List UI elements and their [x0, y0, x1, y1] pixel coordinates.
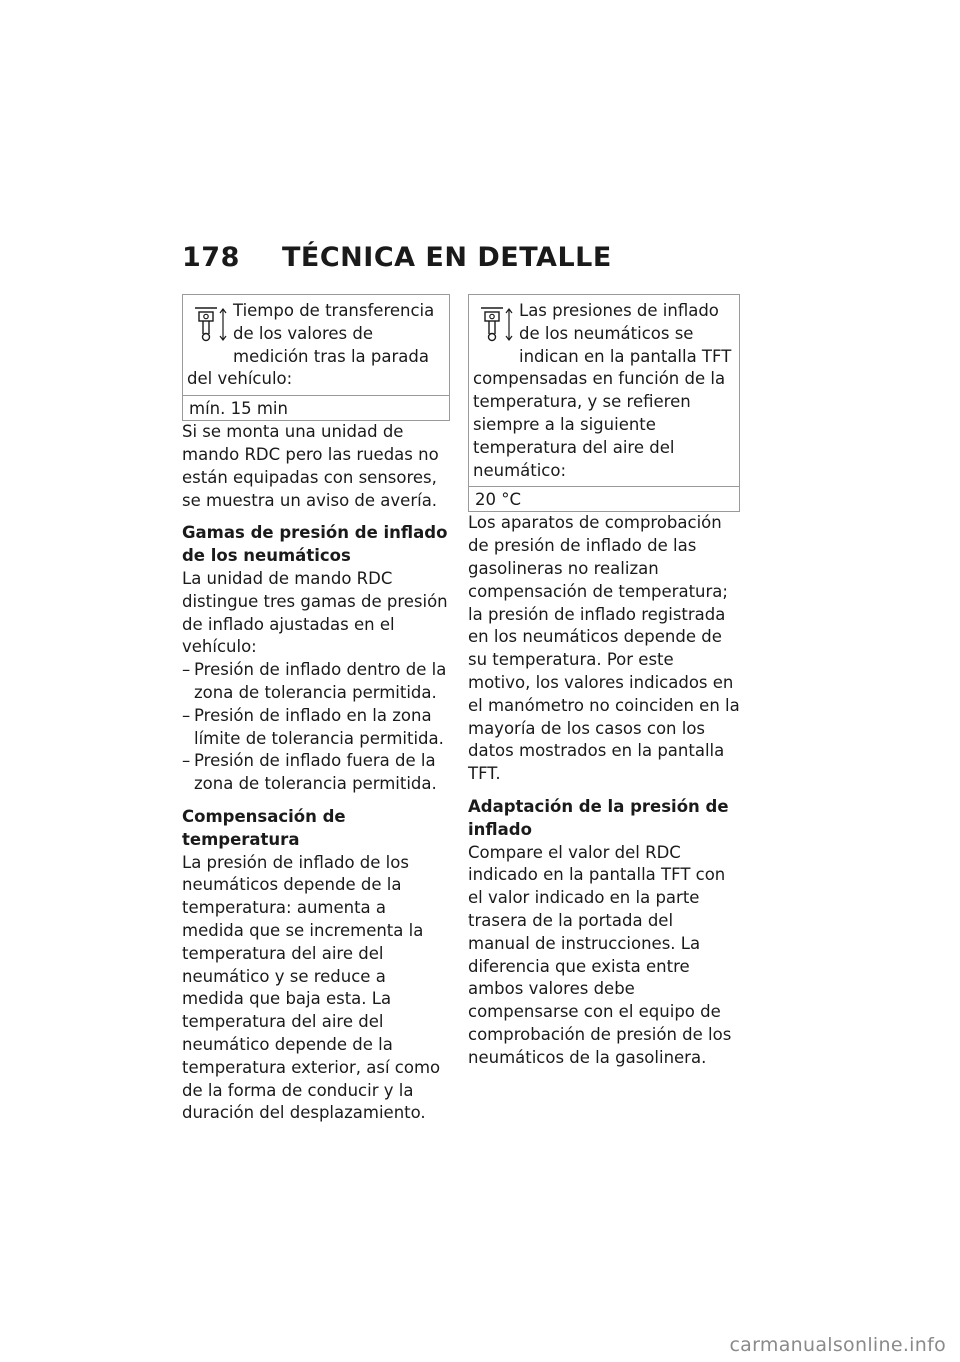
note-box-transfer-time	[182, 294, 450, 421]
list-marker: –	[182, 660, 191, 680]
page-number: 178	[182, 242, 240, 273]
heading-temperature-compensation: Compensación de temperatura	[182, 806, 346, 849]
note-box-reference-temperature	[468, 294, 740, 512]
watermark: carmanualsonline.info	[729, 1334, 946, 1356]
paragraph-gas-station-gauges: Los aparatos de comprobación de presión de inflado de las gasolineras no realizan compensación de temperatura; la presión de inflado registrada en los neumáticos depende de su temperatura. Por este motivo, los valores indicados en el manómetro no coinciden en la mayoría de los casos con los datos mostrados en la pantalla TFT.	[468, 513, 740, 784]
paragraph-sensor-warning: Si se monta una unidad de mando RDC pero las ruedas no están equipadas con sensores, se muestra un aviso de avería.	[182, 422, 439, 510]
paragraph-temperature-compensation: La presión de inflado de los neumáticos depende de la temperatura: aumenta a medida que se incrementa la temperatura del aire del neumático y se reduce a medida que baja esta. La temperatura del aire del neumático depende de la temperatura exterior, así como de la forma de conducir y la duración del desplazamiento.	[182, 852, 441, 1123]
tire-pressure-gauge-icon	[473, 300, 517, 346]
paragraph-pressure-ranges: La unidad de mando RDC distingue tres gamas de presión de inflado ajustadas en el vehículo:	[182, 568, 448, 657]
section-title: TÉCNICA EN DETALLE	[282, 242, 612, 273]
heading-pressure-ranges: Gamas de presión de inflado de los neumáticos	[182, 523, 448, 566]
pressure-range-list	[182, 659, 450, 796]
note-value: 20 °C	[469, 486, 739, 511]
note-text: Las presiones de inflado de los neumáticos se indican en la pantalla TFT compensadas en función de la temperatura, y se refieren siempre a la siguiente temperatura del aire del neumático:	[473, 301, 732, 480]
paragraph-pressure-adaptation: Compare el valor del RDC indicado en la pantalla TFT con el valor indicado en la parte trasera de la portada del manual de instrucciones. La diferencia que exista entre ambos valores debe compensarse con el equipo de comprobación de presión de los neumáticos de la gasolinera.	[468, 842, 732, 1067]
heading-pressure-adaptation: Adaptación de la presión de inflado	[468, 796, 729, 839]
list-item: – Presión de inflado en la zona límite de tolerancia permitida.	[182, 705, 444, 748]
note-text: Tiempo de transferencia de los valores de medición tras la parada del vehículo:	[187, 301, 435, 389]
note-value: mín. 15 min	[183, 395, 449, 420]
list-marker: –	[182, 751, 191, 771]
list-item: – Presión de inflado dentro de la zona de tolerancia permitida.	[182, 660, 447, 702]
left-column	[182, 294, 450, 1135]
list-item: – Presión de inflado fuera de la zona de tolerancia permitida.	[182, 751, 437, 794]
right-column	[468, 294, 740, 1080]
tire-pressure-gauge-icon	[187, 300, 231, 346]
page-header	[182, 242, 742, 273]
list-marker: –	[182, 705, 191, 725]
